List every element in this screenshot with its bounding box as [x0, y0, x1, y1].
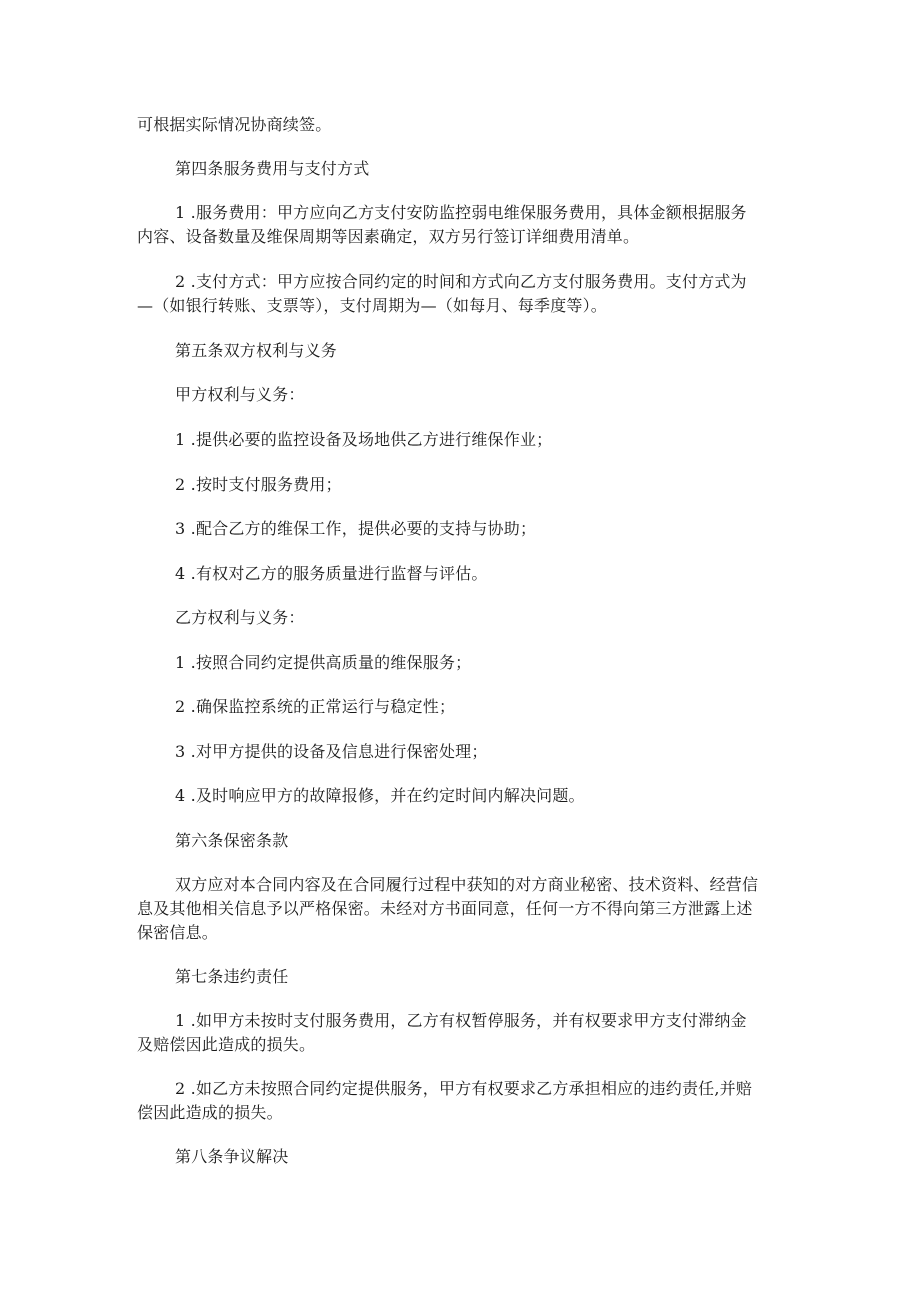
partyB-item: 4 .及时响应甲方的故障报修，并在约定时间内解决问题。 [175, 786, 585, 805]
partyA-item: 1 .提供必要的监控设备及场地供乙方进行维保作业； [175, 430, 553, 449]
article4-item2-line1: 2 .支付方式：甲方应按合同约定的时间和方式向乙方支付服务费用。支付方式为 [175, 272, 747, 291]
article7-item1-line2: 及赔偿因此造成的损失。 [137, 1035, 316, 1054]
partyB-item: 3 .对甲方提供的设备及信息进行保密处理； [175, 742, 488, 761]
continuation-text: 可根据实际情况协商续签。 [137, 115, 332, 134]
partyB-item: 2 .确保监控系统的正常运行与稳定性； [175, 697, 456, 716]
article4-item1 [137, 201, 747, 249]
partyA-item: 2 .按时支付服务费用； [175, 475, 342, 494]
article4-heading: 第四条服务费用与支付方式 [175, 159, 370, 178]
partyB-item: 1 .按照合同约定提供高质量的维保服务； [175, 653, 472, 672]
article7-item2-line1: 2 .如乙方未按照合同约定提供服务，甲方有权要求乙方承担相应的违约责任,并赔 [175, 1079, 753, 1098]
article8-heading: 第八条争议解决 [175, 1147, 289, 1166]
article7-item1 [137, 1009, 747, 1057]
partyA-item: 3 .配合乙方的维保工作，提供必要的支持与协助； [175, 519, 537, 538]
article5-heading: 第五条双方权利与义务 [175, 341, 338, 360]
article7-heading: 第七条违约责任 [175, 967, 289, 986]
partyA-item: 4 .有权对乙方的服务质量进行监督与评估。 [175, 564, 488, 583]
article6-body-line1: 双方应对本合同内容及在合同履行过程中获知的对方商业秘密、技术资料、经营信 [175, 875, 759, 894]
partyA-heading: 甲方权利与义务： [175, 385, 305, 404]
partyB-heading: 乙方权利与义务： [175, 608, 305, 627]
article6-body-line2: 息及其他相关信息予以严格保密。未经对方书面同意，任何一方不得向第三方泄露上述 [137, 899, 753, 918]
article4-item2-line2: —（如银行转账、支票等），支付周期为—（如每月、每季度等）。 [137, 296, 608, 315]
article7-item2-line2: 偿因此造成的损失。 [137, 1103, 283, 1122]
article4-item2 [137, 270, 747, 318]
article6-heading: 第六条保密条款 [175, 831, 289, 850]
article6-body [137, 873, 758, 945]
article4-item1-line2: 内容、设备数量及维保周期等因素确定，双方另行签订详细费用清单。 [137, 227, 640, 246]
article4-item1-line1: 1 .服务费用：甲方应向乙方支付安防监控弱电维保服务费用，具体金额根据服务 [175, 203, 747, 222]
article7-item2 [137, 1077, 752, 1125]
article7-item1-line1: 1 .如甲方未按时支付服务费用，乙方有权暂停服务，并有权要求甲方支付滞纳金 [175, 1011, 747, 1030]
article6-body-line3: 保密信息。 [137, 923, 219, 942]
